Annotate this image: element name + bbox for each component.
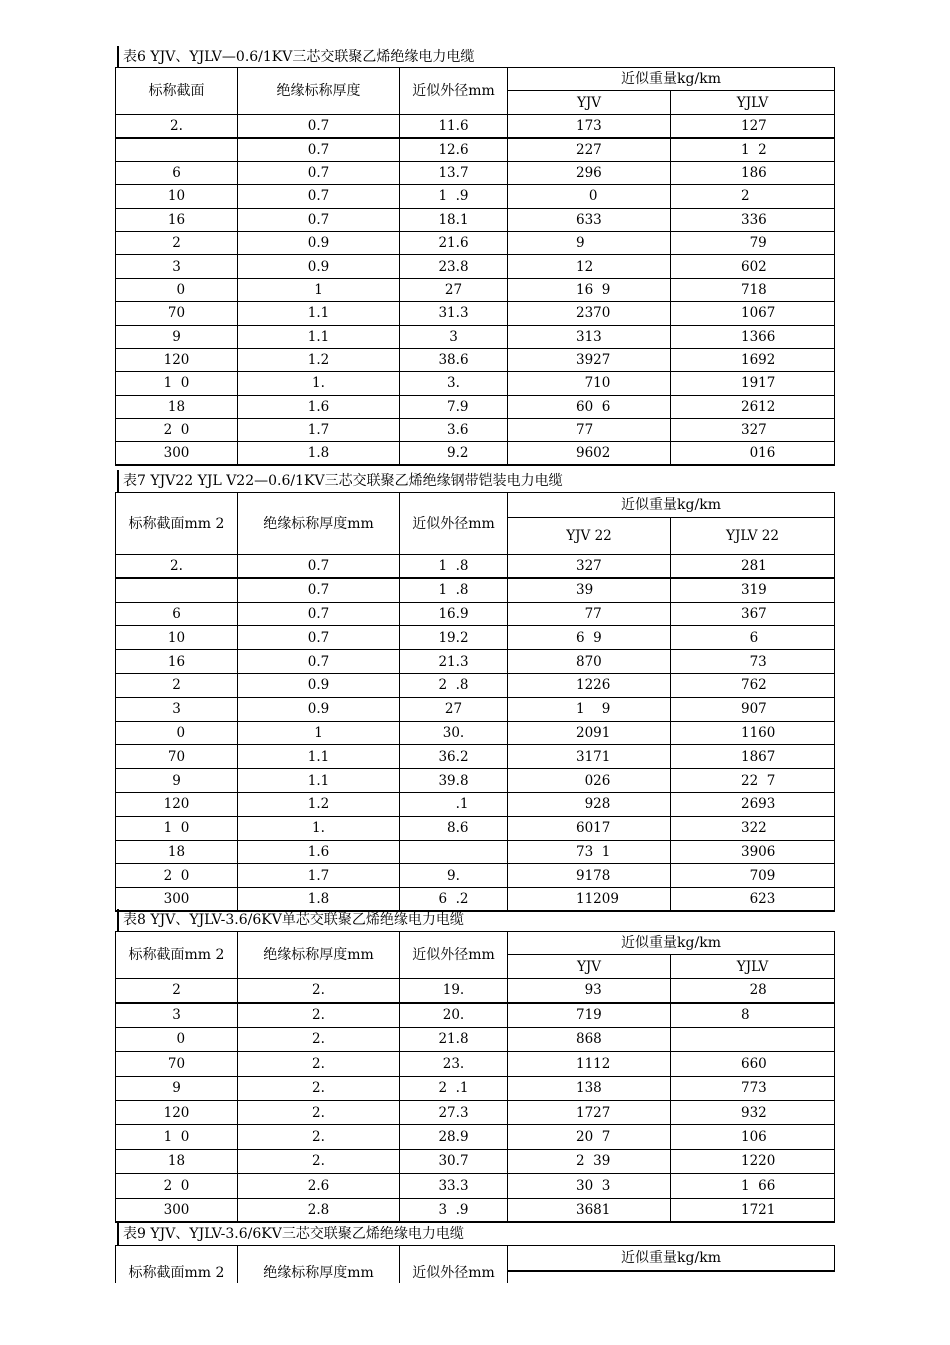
header-yjv22: YJV 22 (508, 518, 671, 555)
cell-thickness: 2.8 (238, 1198, 400, 1222)
table-row (116, 231, 835, 254)
cell-thickness: 1.1 (238, 745, 400, 769)
table-row (116, 1100, 835, 1124)
cell-outer-diameter: 30.7 (400, 1149, 508, 1173)
table-row (116, 673, 835, 697)
cell-section: 300 (116, 888, 238, 912)
cell-weight-a: 719 (508, 1003, 671, 1027)
cell-weight-b: 106 (671, 1125, 835, 1149)
cell-thickness: 2. (238, 1003, 400, 1027)
cell-section: 16 (116, 208, 238, 231)
cell-weight-a: 173 (508, 115, 671, 138)
cell-weight-a: 9 (508, 231, 671, 254)
cell-weight-a: 11209 (508, 888, 671, 912)
table-row (116, 979, 835, 1003)
cell-section: 1 0 (116, 1125, 238, 1149)
cell-weight-a: 73 1 (508, 840, 671, 864)
cell-weight-b: 016 (671, 442, 835, 465)
cell-weight-a: 30 3 (508, 1174, 671, 1198)
cell-weight-b: 336 (671, 208, 835, 231)
table-row (116, 395, 835, 418)
cell-section: 300 (116, 1198, 238, 1222)
cell-outer-diameter: 1 .8 (400, 555, 508, 579)
table-row (116, 419, 835, 442)
cell-section: 3 (116, 1003, 238, 1027)
table-row (116, 115, 835, 138)
cell-thickness: 1 (238, 721, 400, 745)
cell-weight-b: 1366 (671, 325, 835, 348)
cell-weight-b: 1917 (671, 372, 835, 395)
cell-weight-b: 1867 (671, 745, 835, 769)
cell-weight-b: 367 (671, 602, 835, 626)
cell-section (116, 138, 238, 161)
table-row (116, 255, 835, 278)
cell-section: 300 (116, 442, 238, 465)
cell-thickness: 1.1 (238, 769, 400, 793)
cell-weight-a: 313 (508, 325, 671, 348)
cell-weight-a: 3171 (508, 745, 671, 769)
table-row (116, 325, 835, 348)
header-outer-diameter: 近似外径mm (400, 68, 508, 115)
table-row (116, 1052, 835, 1076)
cell-section: 9 (116, 325, 238, 348)
cell-thickness: 0.7 (238, 185, 400, 208)
table-row (116, 185, 835, 208)
cell-section: 2 (116, 231, 238, 254)
cell-weight-a: 77 (508, 419, 671, 442)
header-yjv: YJV (508, 955, 671, 979)
table7-body (116, 555, 835, 912)
cell-weight-a: 39 (508, 578, 671, 602)
header-thickness: 绝缘标称厚度mm (238, 493, 400, 555)
cell-section: 120 (116, 1100, 238, 1124)
cell-section: 2 0 (116, 419, 238, 442)
cell-weight-b: 1 66 (671, 1174, 835, 1198)
cell-weight-a: 1727 (508, 1100, 671, 1124)
table-row (116, 602, 835, 626)
header-yjv: YJV (508, 91, 671, 115)
cell-outer-diameter: 1 .9 (400, 185, 508, 208)
cell-section: 0 (116, 721, 238, 745)
table-row (116, 348, 835, 371)
cell-weight-a: 16 9 (508, 278, 671, 301)
cell-weight-b: 6 (671, 626, 835, 650)
cell-weight-b: 709 (671, 864, 835, 888)
table-row (116, 745, 835, 769)
table9-title: 表9 YJV、YJLV-3.6/6KV三芯交联聚乙烯绝缘电力电缆 (117, 1223, 853, 1245)
cell-weight-a: 3681 (508, 1198, 671, 1222)
table-row (116, 792, 835, 816)
cell-weight-a: 20 7 (508, 1125, 671, 1149)
cell-outer-diameter: 30. (400, 721, 508, 745)
cell-thickness: 1.7 (238, 864, 400, 888)
cell-section: 9 (116, 769, 238, 793)
cell-weight-b: 2612 (671, 395, 835, 418)
cell-outer-diameter: 36.2 (400, 745, 508, 769)
cell-weight-b: 1721 (671, 1198, 835, 1222)
cell-outer-diameter: 39.8 (400, 769, 508, 793)
cell-weight-a: 1 9 (508, 697, 671, 721)
table6 (115, 67, 835, 466)
cell-outer-diameter: 11.6 (400, 115, 508, 138)
cell-weight-a: 9178 (508, 864, 671, 888)
cell-outer-diameter: 21.8 (400, 1027, 508, 1051)
table-row (116, 1003, 835, 1027)
table-row (116, 1174, 835, 1198)
cell-outer-diameter: 23.8 (400, 255, 508, 278)
cell-weight-b (671, 1027, 835, 1051)
table6-body (116, 115, 835, 466)
cell-thickness: 1.7 (238, 419, 400, 442)
table8-title: 表8 YJV、YJLV-3.6/6KV单芯交联聚乙烯绝缘电力电缆 (117, 909, 853, 931)
cell-section: 6 (116, 602, 238, 626)
cell-outer-diameter: 9.2 (400, 442, 508, 465)
cell-section: 10 (116, 626, 238, 650)
cell-section: 120 (116, 792, 238, 816)
cell-section: 2 (116, 979, 238, 1003)
cell-weight-b: 1692 (671, 348, 835, 371)
table-row (116, 161, 835, 184)
cell-thickness: 2. (238, 1027, 400, 1051)
cell-thickness: 0.7 (238, 115, 400, 138)
header-weight: 近似重量kg/km (508, 1246, 835, 1271)
cell-section: 18 (116, 395, 238, 418)
cell-weight-b: 1220 (671, 1149, 835, 1173)
header-yjlv22: YJLV 22 (671, 518, 835, 555)
cell-thickness: 2. (238, 979, 400, 1003)
table-row (116, 721, 835, 745)
cell-outer-diameter: 21.6 (400, 231, 508, 254)
cell-thickness: 0.7 (238, 161, 400, 184)
cell-weight-b: 932 (671, 1100, 835, 1124)
cell-weight-a: 710 (508, 372, 671, 395)
cell-weight-a: 12 (508, 255, 671, 278)
cell-outer-diameter: 19.2 (400, 626, 508, 650)
cell-outer-diameter: 27.3 (400, 1100, 508, 1124)
cell-weight-b: 762 (671, 673, 835, 697)
cell-section (116, 578, 238, 602)
cell-weight-b: 327 (671, 419, 835, 442)
cell-weight-a: 868 (508, 1027, 671, 1051)
cell-section: 2 (116, 673, 238, 697)
table-row (116, 1149, 835, 1173)
cell-section: 120 (116, 348, 238, 371)
cell-weight-a: 1226 (508, 673, 671, 697)
cell-section: 1 0 (116, 816, 238, 840)
cell-weight-a: 327 (508, 555, 671, 579)
cell-thickness: 0.7 (238, 208, 400, 231)
cell-weight-b: 79 (671, 231, 835, 254)
cell-section: 3 (116, 255, 238, 278)
cell-thickness: 1. (238, 816, 400, 840)
cell-weight-b: 281 (671, 555, 835, 579)
header-section: 标称截面mm 2 (116, 1246, 238, 1283)
cell-weight-a: 6 9 (508, 626, 671, 650)
cell-section: 2. (116, 555, 238, 579)
table-row (116, 840, 835, 864)
cell-section: 6 (116, 161, 238, 184)
cell-section: 2 0 (116, 864, 238, 888)
cell-section: 3 (116, 697, 238, 721)
cell-section: 1 0 (116, 372, 238, 395)
cell-weight-a: 296 (508, 161, 671, 184)
cell-outer-diameter (400, 840, 508, 864)
cell-weight-a: 870 (508, 650, 671, 674)
cell-weight-b: 718 (671, 278, 835, 301)
cell-thickness: 0.7 (238, 602, 400, 626)
header-thickness: 绝缘标称厚度 (238, 68, 400, 115)
header-section: 标称截面 (116, 68, 238, 115)
cell-weight-a: 227 (508, 138, 671, 161)
cell-weight-a: 2091 (508, 721, 671, 745)
cell-outer-diameter: 16.9 (400, 602, 508, 626)
cell-thickness: 2. (238, 1100, 400, 1124)
cell-outer-diameter: 13.7 (400, 161, 508, 184)
cell-section: 16 (116, 650, 238, 674)
table-row (116, 650, 835, 674)
cell-weight-a: 026 (508, 769, 671, 793)
header-thickness: 绝缘标称厚度mm (238, 1246, 400, 1283)
cell-section: 0 (116, 278, 238, 301)
cell-thickness: 2.6 (238, 1174, 400, 1198)
cell-weight-b: 1160 (671, 721, 835, 745)
cell-thickness: 1. (238, 372, 400, 395)
table-row (116, 555, 835, 579)
table6-title: 表6 YJV、YJLV—0.6/1KV三芯交联聚乙烯绝缘电力电缆 (117, 46, 853, 68)
cell-weight-a: 138 (508, 1076, 671, 1100)
cell-weight-b: 73 (671, 650, 835, 674)
table-row (116, 1027, 835, 1051)
cell-thickness: 2. (238, 1125, 400, 1149)
cell-weight-b: 2 (671, 185, 835, 208)
cell-thickness: 0.9 (238, 231, 400, 254)
cell-weight-a: 93 (508, 979, 671, 1003)
table7 (115, 492, 835, 912)
cell-weight-a: 1112 (508, 1052, 671, 1076)
cell-weight-b: 1 2 (671, 138, 835, 161)
cell-outer-diameter: 19. (400, 979, 508, 1003)
cell-outer-diameter: 3 .9 (400, 1198, 508, 1222)
cell-thickness: 0.7 (238, 555, 400, 579)
cell-outer-diameter: 20. (400, 1003, 508, 1027)
cell-weight-a: 928 (508, 792, 671, 816)
cell-section: 70 (116, 302, 238, 325)
cell-outer-diameter: 31.3 (400, 302, 508, 325)
cell-outer-diameter: 21.3 (400, 650, 508, 674)
table8 (115, 931, 835, 1223)
header-section: 标称截面mm 2 (116, 493, 238, 555)
cell-thickness: 1.6 (238, 840, 400, 864)
table8-body (116, 979, 835, 1223)
cell-outer-diameter: 9. (400, 864, 508, 888)
header-section: 标称截面mm 2 (116, 932, 238, 979)
cell-outer-diameter: 27 (400, 278, 508, 301)
cell-weight-b: 3906 (671, 840, 835, 864)
table-row (116, 769, 835, 793)
cell-thickness: 1.8 (238, 888, 400, 912)
header-weight: 近似重量kg/km (508, 932, 835, 955)
header-weight: 近似重量kg/km (508, 493, 835, 518)
cell-weight-a: 2370 (508, 302, 671, 325)
table-row (116, 1125, 835, 1149)
table-row (116, 208, 835, 231)
cell-weight-a: 0 (508, 185, 671, 208)
header-outer-diameter: 近似外径mm (400, 932, 508, 979)
cell-outer-diameter: 2 .1 (400, 1076, 508, 1100)
cell-outer-diameter: 3 (400, 325, 508, 348)
cell-thickness: 0.7 (238, 578, 400, 602)
cell-thickness: 0.9 (238, 697, 400, 721)
cell-outer-diameter: .1 (400, 792, 508, 816)
cell-outer-diameter: 1 .8 (400, 578, 508, 602)
cell-section: 70 (116, 745, 238, 769)
header-yjlv: YJLV (671, 91, 835, 115)
cell-outer-diameter: 12.6 (400, 138, 508, 161)
cell-weight-b: 2693 (671, 792, 835, 816)
cell-section: 18 (116, 840, 238, 864)
cell-thickness: 0.7 (238, 138, 400, 161)
cell-section: 10 (116, 185, 238, 208)
cell-weight-a: 633 (508, 208, 671, 231)
cell-outer-diameter: 23. (400, 1052, 508, 1076)
cell-weight-b: 28 (671, 979, 835, 1003)
cell-outer-diameter: 2 .8 (400, 673, 508, 697)
cell-section: 70 (116, 1052, 238, 1076)
cell-weight-b: 127 (671, 115, 835, 138)
table-row (116, 864, 835, 888)
header-yjlv: YJLV (671, 955, 835, 979)
cell-weight-a: 9602 (508, 442, 671, 465)
table-row (116, 442, 835, 465)
cell-weight-b: 602 (671, 255, 835, 278)
cell-weight-b: 8 (671, 1003, 835, 1027)
cell-section: 0 (116, 1027, 238, 1051)
cell-section: 18 (116, 1149, 238, 1173)
cell-weight-b: 1067 (671, 302, 835, 325)
cell-thickness: 1.2 (238, 348, 400, 371)
cell-outer-diameter: 3. (400, 372, 508, 395)
header-outer-diameter: 近似外径mm (400, 1246, 508, 1283)
cell-thickness: 1.2 (238, 792, 400, 816)
cell-weight-a: 3927 (508, 348, 671, 371)
cell-thickness: 2. (238, 1149, 400, 1173)
table-row (116, 1076, 835, 1100)
cell-weight-a: 2 39 (508, 1149, 671, 1173)
cell-thickness: 2. (238, 1052, 400, 1076)
cell-weight-b: 319 (671, 578, 835, 602)
cell-thickness: 1.1 (238, 325, 400, 348)
table-row (116, 816, 835, 840)
cell-thickness: 0.9 (238, 255, 400, 278)
cell-outer-diameter: 8.6 (400, 816, 508, 840)
cell-weight-b: 773 (671, 1076, 835, 1100)
table-row (116, 578, 835, 602)
cell-weight-a: 6017 (508, 816, 671, 840)
table-row (116, 138, 835, 161)
cell-weight-b: 907 (671, 697, 835, 721)
table-row (116, 697, 835, 721)
cell-thickness: 1.8 (238, 442, 400, 465)
cell-section: 2 0 (116, 1174, 238, 1198)
header-thickness: 绝缘标称厚度mm (238, 932, 400, 979)
table7-title: 表7 YJV22 YJL V22—0.6/1KV三芯交联聚乙烯绝缘钢带铠装电力电缆 (117, 470, 853, 492)
table-row (116, 302, 835, 325)
cell-outer-diameter: 18.1 (400, 208, 508, 231)
cell-weight-b: 186 (671, 161, 835, 184)
cell-outer-diameter: 7.9 (400, 395, 508, 418)
cell-weight-b: 22 7 (671, 769, 835, 793)
cell-thickness: 1.6 (238, 395, 400, 418)
table9 (115, 1245, 835, 1283)
cell-outer-diameter: 3.6 (400, 419, 508, 442)
table-row (116, 1198, 835, 1222)
table-row (116, 626, 835, 650)
cell-thickness: 0.7 (238, 650, 400, 674)
cell-section: 2. (116, 115, 238, 138)
cell-outer-diameter: 33.3 (400, 1174, 508, 1198)
cell-thickness: 0.7 (238, 626, 400, 650)
header-weight: 近似重量kg/km (508, 68, 835, 91)
cell-section: 9 (116, 1076, 238, 1100)
cell-weight-b: 660 (671, 1052, 835, 1076)
table-row (116, 888, 835, 912)
table9-blank (508, 1271, 835, 1283)
cell-outer-diameter: 6 .2 (400, 888, 508, 912)
cell-outer-diameter: 38.6 (400, 348, 508, 371)
cell-outer-diameter: 27 (400, 697, 508, 721)
cell-outer-diameter: 28.9 (400, 1125, 508, 1149)
cell-thickness: 1 (238, 278, 400, 301)
cell-weight-a: 60 6 (508, 395, 671, 418)
table-row (116, 372, 835, 395)
table-row (116, 278, 835, 301)
cell-thickness: 2. (238, 1076, 400, 1100)
cell-weight-b: 623 (671, 888, 835, 912)
header-outer-diameter: 近似外径mm (400, 493, 508, 555)
cell-weight-b: 322 (671, 816, 835, 840)
cell-thickness: 1.1 (238, 302, 400, 325)
cell-weight-a: 77 (508, 602, 671, 626)
cell-thickness: 0.9 (238, 673, 400, 697)
